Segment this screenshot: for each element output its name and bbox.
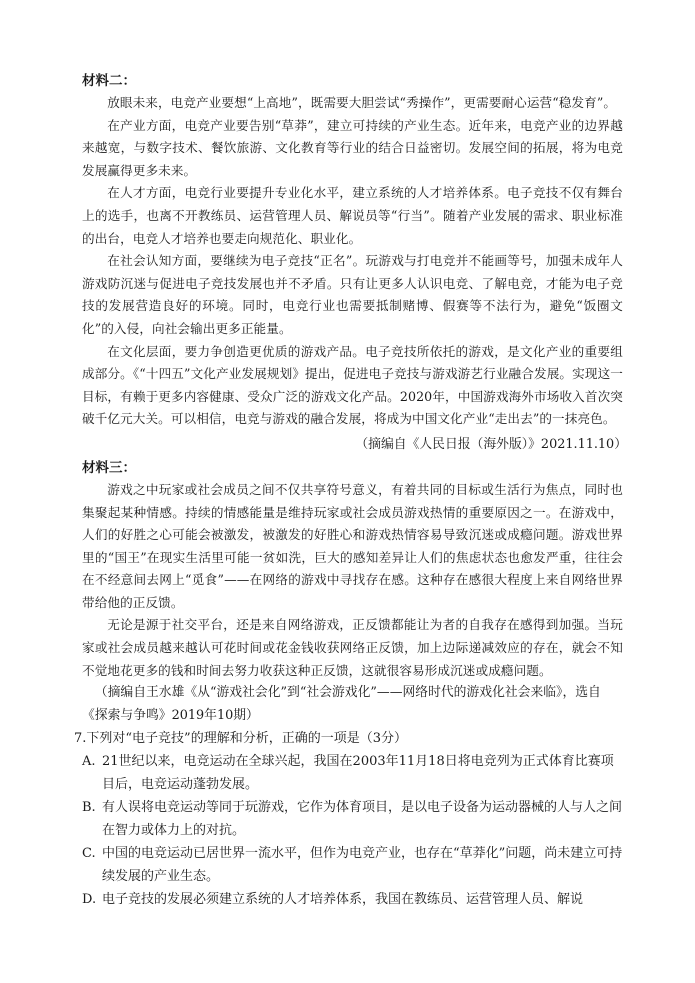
- material-two-title: 材料二：: [82, 73, 136, 89]
- option-text: 有人误将电竞运动等同于玩游戏，它作为体育项目，是以电子设备为运动器械的人与人之间在智力或体力上的对抗。: [102, 800, 623, 839]
- question-stem: 7.下列对“电子竞技”的理解和分析，正确的一项是（3分）: [74, 731, 407, 747]
- option-d: [82, 888, 623, 911]
- option-a: [82, 750, 623, 796]
- material-three-title: 材料三：: [82, 459, 136, 476]
- option-letter: C.: [82, 846, 96, 862]
- material-three-source: （摘编自王水雄《从“游戏社会化”到“社会游戏化”——网络时代的游戏化社会来临》，选自《探索与争鸣》2019年10期）: [82, 685, 601, 723]
- material-two-paragraph: 在文化层面，要力争创造更优质的游戏产品。电子竞技所依托的游戏，是文化产业的重要组成部分。《“十四五”文化产业发展规划》提出，促进电子竞技与游戏游艺行业融合发展。实现这一目标，有赖于更多内容健康、受众广泛的游戏文化产品。2020年，中国游戏海外市场收入首次突破千亿元大关。可以相信，电竞与游戏的融合发展，将成为中国文化产业“走出去”的一抹亮色。: [82, 343, 623, 427]
- material-two: [82, 70, 627, 457]
- material-three-paragraph: 游戏之中玩家或社会成员之间不仅共享符号意义，有着共同的目标或生活行为焦点，同时也集聚起某种情感。持续的情感能量是维持玩家或社会成员游戏热情的重要原因之一。在游戏中，人们的好胜之心可能会被激发，被激发的好胜心和游戏热情容易导致沉迷或成瘾问题。游戏世界里的“国王”在现实生活里可能一贫如洗，巨大的感知差异让人们的焦虑状态也愈发严重，往往会在不经意间去网上“觅食”——在网络的游戏中寻找存在感。这种存在感很大程度上来自网络世界带给他的正反馈。: [82, 481, 623, 610]
- option-letter: B.: [82, 800, 96, 816]
- option-text: 中国的电竞运动已居世界一流水平，但作为电竞产业，也存在“草莽化”问题，尚未建立可持续发展的产业生态。: [102, 846, 623, 885]
- option-c: [82, 842, 623, 888]
- option-letter: D.: [82, 892, 97, 908]
- material-three: [82, 457, 623, 728]
- material-two-paragraph: 在社会认知方面，要继续为电子竞技“正名”。玩游戏与打电竞并不能画等号，加强未成年人游戏防沉迷与促进电子竞技发展也并不矛盾。只有让更多人认识电竞、了解电竞，才能为电子竞技的发展营造良好的环境。同时，电竞行业也需要抵制赌博、假赛等不法行为，避免“饭圈文化”的入侵，向社会输出更多正能量。: [82, 253, 623, 336]
- option-letter: A.: [82, 754, 96, 770]
- material-two-paragraph: 放眼未来，电竞产业要想“上高地”，既需要大胆尝试“秀操作”，更需要耐心运营“稳发育”。: [107, 95, 617, 110]
- question-7: [74, 727, 623, 911]
- option-b: [82, 796, 623, 842]
- material-two-paragraph: 在产业方面，电竞产业要告别“草莽”，建立可持续的产业生态。近年来，电竞产业的边界越来越宽，与数字技术、餐饮旅游、文化教育等行业的结合日益密切。发展空间的拓展，将为电竞发展赢得更多未来。: [82, 117, 623, 178]
- material-two-paragraph: 在人才方面，电竞行业要提升专业化水平，建立系统的人才培养体系。电子竞技不仅有舞台上的选手，也离不开教练员、运营管理人员、解说员等“行当”。随着产业发展的需求、职业标准的出台，电竞人才培养也要走向规范化、职业化。: [82, 185, 623, 246]
- option-text: 电子竞技的发展必须建立系统的人才培养体系，我国在教练员、运营管理人员、解说: [102, 892, 584, 908]
- option-text: 21世纪以来，电竞运动在全球兴起，我国在2003年11月18日将电竞列为正式体育比赛项目后，电竞运动蓬勃发展。: [102, 754, 614, 793]
- material-three-paragraph: 无论是源于社交平台，还是来自网络游戏，正反馈都能让为者的自我存在感得到加强。当玩家或社会成员越来越认可花时间或花金钱收获网络正反馈，加上边际递减效应的存在，就会不知不觉地花更多的钱和时间去努力收获这种正反馈，这就很容易形成沉迷或成瘾问题。: [82, 617, 623, 678]
- material-two-source: （摘编自《人民日报（海外版）》2021.11.10）: [355, 436, 627, 452]
